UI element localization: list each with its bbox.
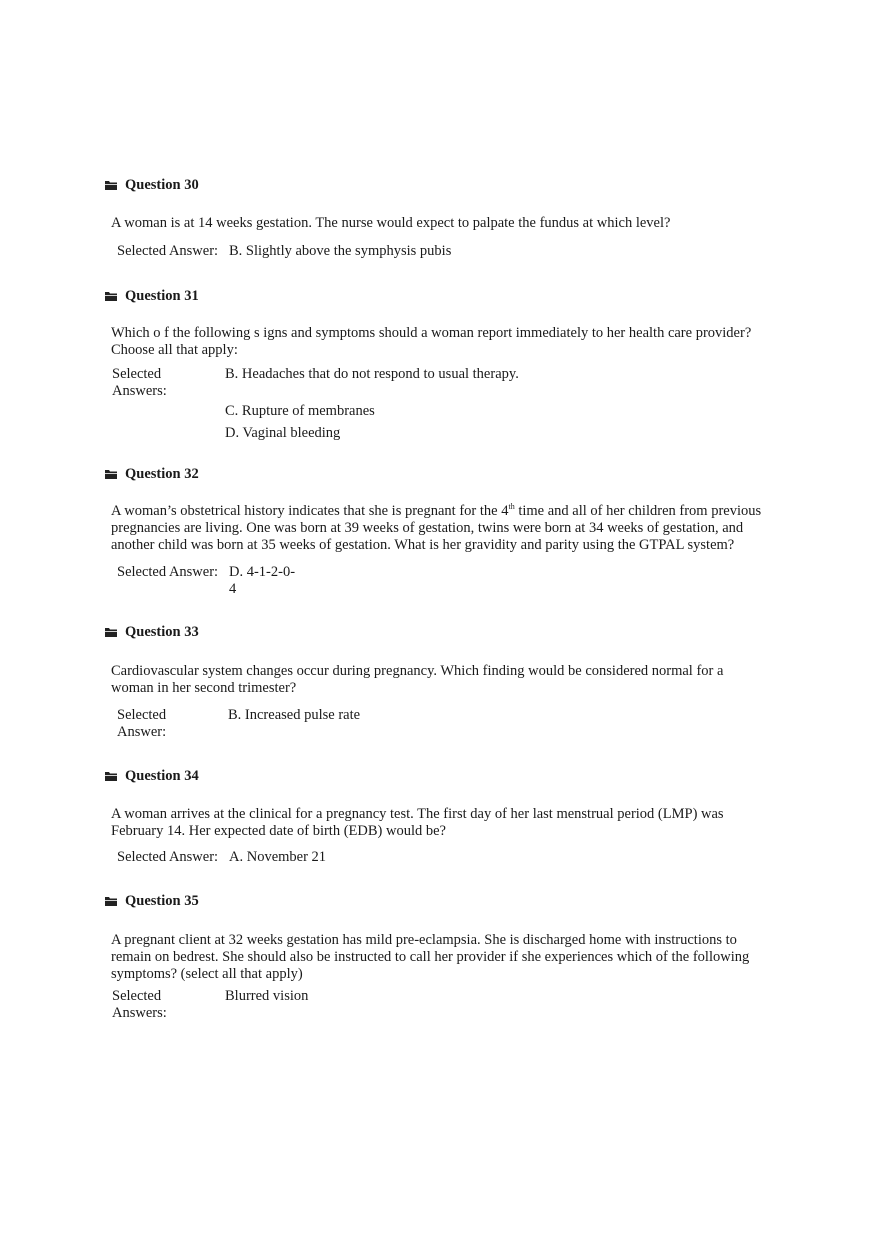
question-text — [111, 806, 771, 840]
question-text-line: another child was born at 35 weeks of gestation. What is her gravidity and parity using the GTPAL system? — [111, 536, 735, 553]
folder-icon — [104, 289, 118, 303]
question-text-line: woman in her second trimester? — [111, 679, 297, 696]
selected-answer-label: Selected Answer: — [117, 243, 219, 259]
question-title: Question 30 — [125, 176, 199, 193]
question-35-header — [104, 892, 199, 910]
question-title: Question 34 — [125, 767, 199, 784]
selected-answers-label: Selected Answers: — [112, 988, 167, 1021]
selected-answer-label: Selected Answer: — [117, 707, 167, 740]
question-text-line: Which o f the following s igns and symptoms should a woman report immediately to her health care provider? — [111, 325, 752, 341]
question-33-header — [104, 623, 199, 641]
question-text-line: Choose all that apply: — [111, 341, 238, 358]
folder-icon — [104, 769, 118, 783]
question-title: Question 31 — [125, 287, 199, 304]
folder-icon — [104, 625, 118, 639]
question-text — [111, 503, 791, 553]
question-text-line: symptoms? (select all that apply) — [111, 965, 303, 982]
selected-answer: B. Increased pulse rate — [228, 707, 361, 723]
selected-answer-label: Selected Answer: — [117, 849, 219, 865]
question-title: Question 35 — [125, 892, 199, 909]
question-text: A woman is at 14 weeks gestation. The nurse would expect to palpate the fundus at which level? — [111, 215, 671, 231]
question-text-line: A woman’s obstetrical history indicates that she is pregnant for the 4th time and all of her children from previous — [111, 502, 762, 519]
question-text-line: A woman arrives at the clinical for a pregnancy test. The first day of her last menstrual period (LMP) was — [111, 806, 724, 822]
selected-answers-label: Selected Answers: — [112, 366, 167, 399]
question-title: Question 32 — [125, 465, 199, 482]
selected-answer-label: Selected Answer: — [117, 564, 219, 580]
question-text-line: remain on bedrest. She should also be instructed to call her provider if she experiences which of the following — [111, 948, 750, 965]
selected-answer: D. 4-1-2-0- 4 — [229, 564, 296, 597]
question-34-header — [104, 767, 199, 785]
selected-answer: C. Rupture of membranes — [225, 403, 375, 419]
question-text — [111, 663, 771, 697]
selected-answer: A. November 21 — [229, 849, 327, 865]
selected-answer: D. Vaginal bleeding — [225, 425, 341, 441]
question-text-line: A pregnant client at 32 weeks gestation has mild pre-eclampsia. She is discharged home with instructions to — [111, 932, 737, 948]
folder-icon — [104, 467, 118, 481]
folder-icon — [104, 178, 118, 192]
selected-answer: B. Headaches that do not respond to usual therapy. — [225, 366, 519, 382]
question-title: Question 33 — [125, 623, 199, 640]
question-text-line: pregnancies are living. One was born at 39 weeks of gestation, twins were born at 34 weeks of gestation, and — [111, 519, 744, 536]
question-text-line: February 14. Her expected date of birth (EDB) would be? — [111, 822, 446, 839]
selected-answer: Blurred vision — [225, 988, 309, 1004]
selected-answer: B. Slightly above the symphysis pubis — [229, 243, 452, 259]
question-32-header — [104, 465, 199, 483]
folder-icon — [104, 894, 118, 908]
question-30-header — [104, 176, 199, 194]
question-text — [111, 932, 791, 982]
question-text-line: Cardiovascular system changes occur during pregnancy. Which finding would be considered normal for a — [111, 663, 724, 679]
question-31-header — [104, 287, 199, 305]
question-text — [111, 325, 771, 359]
